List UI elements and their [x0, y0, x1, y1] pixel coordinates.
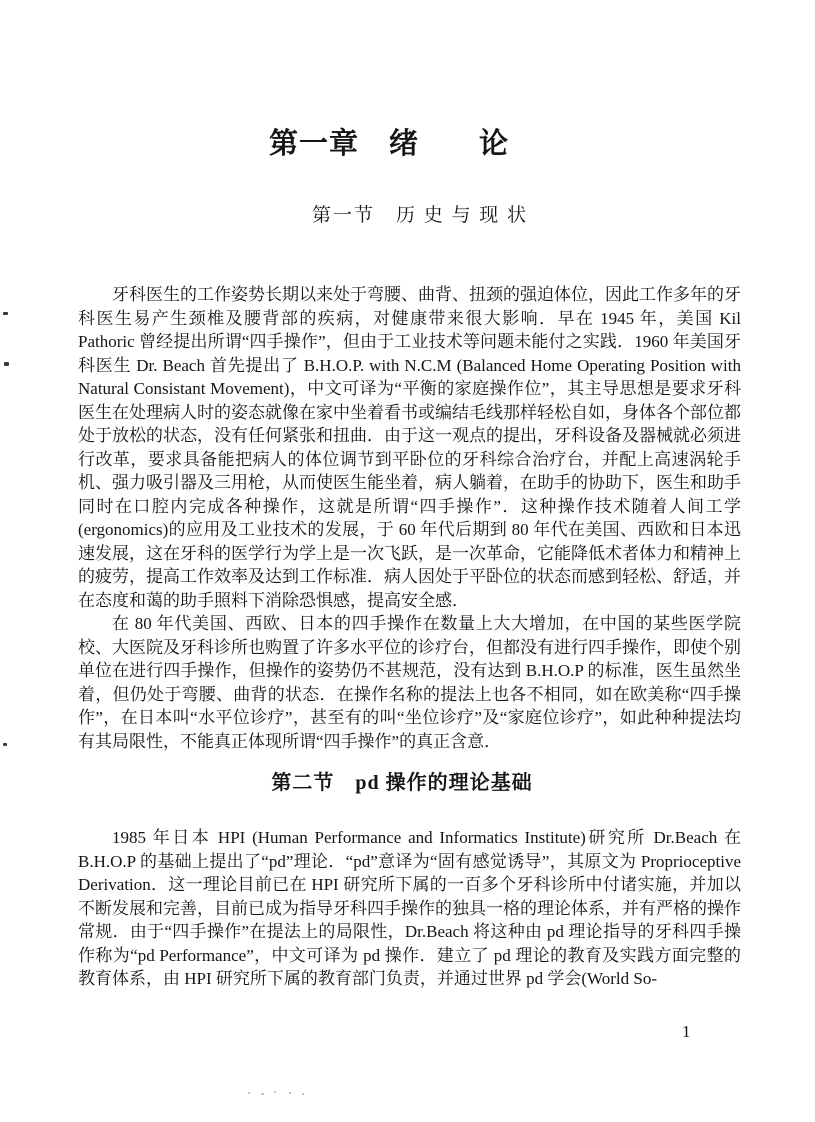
chapter-title: 第一章 绪 论	[268, 126, 509, 160]
paragraph-3: 1985 年日本 HPI (Human Performance and Informatics Institute)研究所 Dr.Beach 在 B.H.O.P 的基础上提出了“pd”理论．“pd”意译为“固有感觉诱导”，其原文为 Proprioceptive Derivation．这一理论目前已在 HPI 研究所下属的一百多个牙科诊所中付诸实施，并加以不断发展和完善，目前已成为指导牙科四手操作的独具一格的理论体系，并有严格的操作常规．由于“四手操作”在提法上的局限性，Dr.Beach 将这种由 pd 理论指导的牙科四手操作称为“pd Performance”，中文可译为 pd 操作．建立了 pd 理论的教育及实践方面完整的教育体系，由 HPI 研究所下属的教育部门负责，并通过世界 pd 学会(World So-	[78, 828, 741, 988]
scan-noise	[261, 1093, 264, 1095]
section-2-heading: 第二节 pd 操作的理论基础	[271, 772, 533, 794]
section-1-body	[78, 283, 741, 753]
scan-noise	[248, 1092, 250, 1094]
scan-speck	[3, 312, 8, 315]
scan-noise	[274, 1091, 276, 1093]
paragraph-2: 在 80 年代美国、西欧、日本的四手操作在数量上大大增加，在中国的某些医学院校、大医院及牙科诊所也购置了许多水平位的诊疗台，但都没有进行四手操作，即使个别单位在进行四手操作，但操作的姿势仍不甚规范，没有达到 B.H.O.P 的标准，医生虽然坐着，但仍处于弯腰、曲背的状态．在操作名称的提法上也各不相同，如在欧美称“四手操作”，在日本叫“水平位诊疗”，甚至有的叫“坐位诊疗”及“家庭位诊疗”，如此种种提法均有其局限性，不能真正体现所谓“四手操作”的真正含意．	[78, 614, 741, 751]
scan-noise	[302, 1093, 304, 1095]
scan-speck	[3, 743, 7, 746]
scan-speck	[4, 362, 9, 366]
paragraph-1: 牙科医生的工作姿势长期以来处于弯腰、曲背、扭颈的强迫体位，因此工作多年的牙科医生易产生颈椎及腰背部的疾病，对健康带来很大影响．早在 1945 年，美国 Kil Pathoric 曾经提出所谓“四手操作”，但由于工业技术等问题未能付之实践．1960 年美国牙科医生 Dr. Beach 首先提出了 B.H.O.P. with N.C.M (Balanced Home Operating Position with Natural Consistant Movement)，中文可译为“平衡的家庭操作位”，其主导思想是要求牙科医生在处理病人时的姿态就像在家中坐着看书或编结毛线那样轻松自如，身体各个部位都处于放松的状态，没有任何紧张和扭曲．由于这一观点的提出，牙科设备及器械就必须进行改革，要求具备能把病人的体位调节到平卧位的牙科综合治疗台，并配上高速涡轮手机、强力吸引器及三用枪，从而使医生能坐着，病人躺着，在助手的协助下，医生和助手同时在口腔内完成各种操作，这就是所谓“四手操作”．这种操作技术随着人间工学(ergonomics)的应用及工业技术的发展，于 60 年代后期到 80 年代在美国、西欧和日本迅速发展，这在牙科的医学行为学上是一次飞跃，是一次革命，它能降低术者体力和精神上的疲劳，提高工作效率及达到工作标准．病人因处于平卧位的状态而感到轻松、舒适，并在态度和蔼的助手照料下消除恐惧感，提高安全感．	[78, 285, 741, 610]
section-2-body	[78, 826, 741, 991]
page-number: 1	[682, 1022, 691, 1041]
section-1-heading: 第一节 历 史 与 现 状	[311, 205, 528, 226]
scan-noise	[289, 1092, 291, 1094]
